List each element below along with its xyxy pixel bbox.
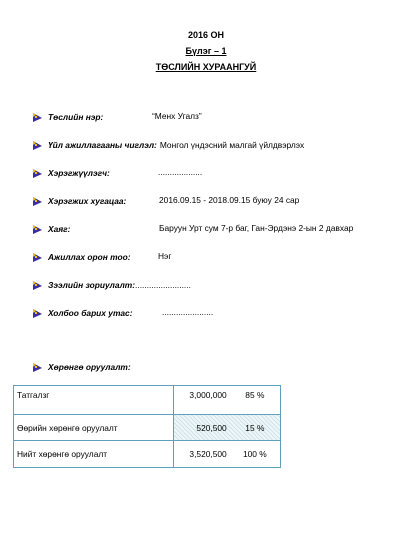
table-row	[14, 386, 281, 415]
table-cell-amount: 520,500	[174, 415, 230, 441]
field-label: Хэрэгжих хугацаа:	[48, 196, 127, 206]
field-label: Төслийн нэр:	[48, 112, 104, 122]
field-label: Ажиллах орон тоо:	[48, 252, 131, 262]
table-cell-amount: 3,520,500	[174, 441, 230, 468]
field-activity	[32, 138, 304, 152]
investment-heading-label: Хөрөнгө оруулалт:	[48, 362, 131, 372]
field-value: Нэг	[158, 251, 172, 261]
bullet-icon	[32, 280, 44, 291]
field-label: Хэрэгжүүлэгч:	[48, 168, 110, 178]
field-label: Үйл ажиллагааны чиглэл:	[48, 140, 157, 150]
table-cell-amount: 3,000,000	[174, 386, 230, 415]
bullet-icon	[32, 196, 44, 207]
page-title: ТӨСЛИЙН ХУРААНГУЙ	[155, 62, 257, 72]
field-value: ...................	[158, 167, 203, 177]
field-contact-phone	[32, 306, 133, 320]
bullet-icon	[32, 308, 44, 319]
table-cell-percent: 85 %	[230, 386, 281, 415]
bullet-icon	[32, 168, 44, 179]
table-cell-percent: 15 %	[230, 415, 281, 441]
table-cell-name: Нийт хөрөнгө оруулалт	[14, 441, 174, 468]
field-value: ........................	[135, 280, 191, 290]
document-year: 2016 ОН	[187, 30, 225, 40]
section-label: Бүлэг – 1	[185, 46, 227, 56]
table-row	[14, 441, 281, 468]
field-label: Холбоо барих утас:	[48, 308, 133, 318]
field-staff-count	[32, 250, 130, 264]
field-address	[32, 222, 70, 236]
investment-heading	[32, 360, 131, 374]
field-duration	[32, 194, 126, 208]
field-implementer	[32, 166, 110, 180]
bullet-icon	[32, 362, 44, 373]
bullet-icon	[32, 252, 44, 263]
table-cell-name: Татгалзг	[14, 386, 174, 415]
bullet-icon	[32, 224, 44, 235]
table-cell-name: Өөрийн хөрөнгө оруулалт	[14, 415, 174, 441]
table-cell-percent: 100 %	[230, 441, 281, 468]
bullet-icon	[32, 112, 44, 123]
field-value: “Менх Угалз”	[152, 111, 202, 121]
field-label: Зээлийн зориулалт:	[48, 280, 136, 290]
bullet-icon	[32, 140, 44, 151]
field-value: Баруун Урт сум 7-р баг, Ган-Эрдэнэ 2-ын 2 давхар	[159, 223, 354, 233]
field-value: Монгол үндэсний малгай үйлдвэрлэх	[159, 140, 305, 150]
field-value: ......................	[162, 307, 214, 317]
field-loan-purpose	[32, 278, 191, 292]
field-project-name	[32, 110, 103, 124]
field-value: 2016.09.15 - 2018.09.15 буюу 24 сар	[159, 195, 300, 205]
table-row	[14, 415, 281, 441]
field-label: Хаяг:	[48, 224, 71, 234]
investment-table	[13, 385, 281, 468]
